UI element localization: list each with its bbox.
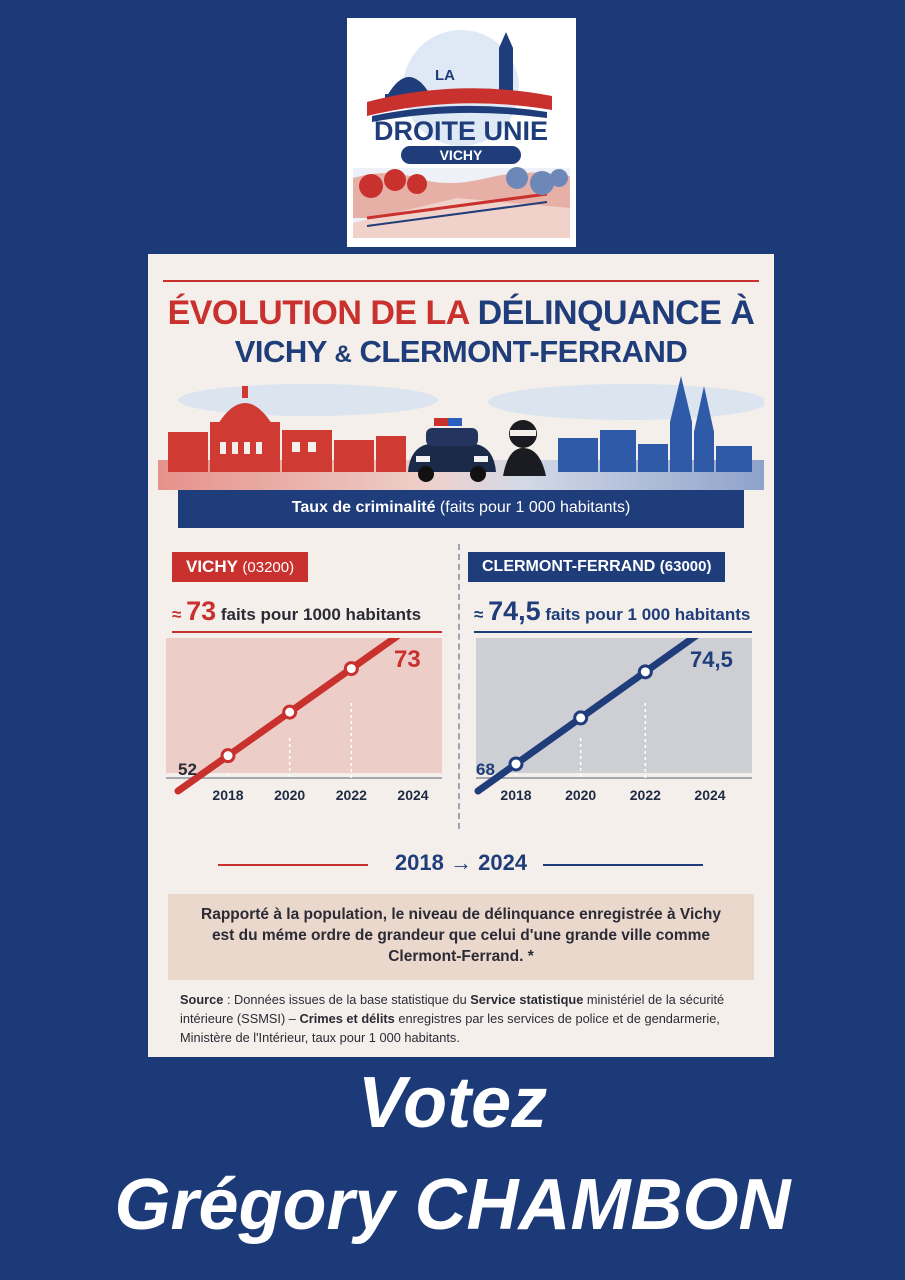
party-logo (347, 18, 576, 247)
ribbon-text (178, 499, 744, 517)
vichy-tag-city: VICHY (186, 557, 238, 576)
rate-ribbon (178, 490, 744, 528)
title-line2-amp: & (334, 341, 352, 368)
vichy-rate-rule (172, 631, 442, 633)
clermont-approx: ≈ (474, 605, 484, 624)
x-tick-label: 2018 (212, 787, 244, 803)
x-tick-label: 2018 (500, 787, 532, 803)
vichy-chart (158, 638, 450, 838)
clermont-chart (468, 638, 760, 838)
data-point-marker (510, 758, 522, 770)
ribbon-bold: Taux de criminalité (291, 499, 436, 516)
clermont-rate-rule (474, 631, 752, 633)
vichy-approx: ≈ (172, 605, 182, 624)
x-tick-label: 2022 (629, 787, 661, 803)
data-point-marker (345, 663, 357, 675)
note-text: Rapporté à la population, le niveau de délinquance enregistrée à Vichy est du méme ordre de grandeur que celui d'une grande ville comme Clermont-Ferrand. * (201, 906, 721, 965)
start-value-label: 68 (476, 760, 495, 779)
source-bold-2: Crimes et délits (299, 1011, 395, 1026)
period-from: 2018 (394, 850, 444, 875)
x-tick-label: 2020 (565, 787, 597, 803)
candidate-name: Grégory CHAMBON (114, 1165, 791, 1245)
clermont-tag (468, 552, 725, 582)
source-text-2: ministériel de la sécurité intérieure (SSMSI) – (180, 992, 725, 1026)
end-value-label: 74,5 (690, 647, 733, 672)
clermont-rate-value: 74,5 (488, 596, 541, 626)
clermont-rate-line (474, 596, 750, 627)
vote-heading: Votez (357, 1063, 548, 1143)
clermont-tag-code: (63000) (659, 558, 712, 575)
period-to: 2024 (478, 850, 528, 875)
data-point-marker (575, 712, 587, 724)
logo-name-text: DROITE UNIE (373, 116, 549, 146)
source-label: Source (180, 992, 224, 1007)
period-label (148, 850, 774, 876)
infographic-poster (148, 254, 774, 1057)
title-line2-a: VICHY (234, 334, 335, 369)
start-value-label: 52 (178, 760, 197, 779)
title-line2-b: CLERMONT-FERRAND (351, 334, 688, 369)
thief-icon (503, 420, 546, 476)
source-text (180, 990, 740, 1047)
poster-subtitle (148, 334, 774, 370)
logo-la-text: LA (435, 67, 455, 84)
vichy-rate-value: 73 (186, 596, 217, 626)
source-text-3: enregistres par les services de police et de gendarmerie, Ministère de l'Intérieur, taux pour 1 000 habitants. (180, 1011, 720, 1045)
end-value-label: 73 (394, 646, 421, 673)
data-point-marker (639, 666, 651, 678)
x-tick-label: 2020 (274, 787, 306, 803)
data-point-marker (284, 706, 296, 718)
vichy-panel (158, 546, 450, 846)
data-point-marker (222, 750, 234, 762)
logo-graphic (347, 18, 576, 247)
clermont-tag-city: CLERMONT-FERRAND (482, 558, 656, 575)
period-arrow: → (450, 850, 472, 875)
skyline-illustration (158, 372, 764, 502)
vichy-tag-code: (03200) (242, 559, 295, 576)
vichy-rate-line (172, 596, 421, 627)
poster-title (148, 294, 774, 333)
x-tick-label: 2022 (335, 787, 367, 803)
source-text-1: : Données issues de la base statistique du (223, 992, 471, 1007)
x-tick-label: 2024 (397, 787, 429, 803)
x-tick-label: 2024 (694, 787, 726, 803)
vichy-tag (172, 552, 308, 582)
panel-divider (458, 544, 460, 829)
logo-city-text: VICHY (439, 147, 483, 163)
title-part-2: DÉLINQUANCE À (477, 294, 755, 332)
ribbon-rest: (faits pour 1 000 habitants) (435, 499, 631, 516)
source-bold-1: Service statistique (470, 992, 584, 1007)
top-rule (163, 280, 759, 282)
vichy-rate-text: faits pour 1000 habitants (216, 605, 422, 624)
clermont-panel (468, 546, 760, 846)
title-part-1: ÉVOLUTION DE LA (167, 294, 478, 332)
note-box (168, 894, 754, 980)
clermont-rate-text: faits pour 1 000 habitants (540, 605, 751, 624)
